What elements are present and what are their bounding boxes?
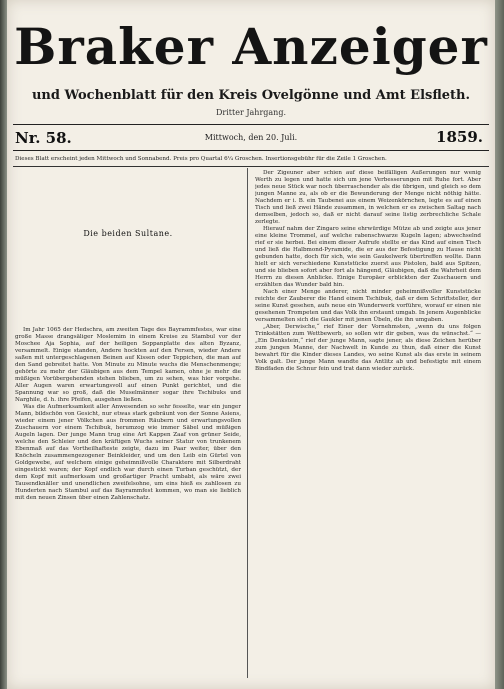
article-column-left	[15, 170, 241, 675]
header-rule-top	[13, 124, 489, 125]
article-paragraph: Im Jahr 1065 der Hedschra, am zweiten Tage des Bayrammfestes, war eine große Masse drangsäliger Moslemim in einem Kreise zu Stambul vor der Moschee Aja Sophia, auf der heiligen Soppanplatte des alten Byzanz, versammelt. Einige standen, Andere hockten auf den Fersen, wieder Andere saßen mit untergeschlagenen Beinen auf Kissen oder Teppichen, die man auf den Sand gebreitet hatte. Von Minute zu Minute wuchs die Menschenmenge; gehörte zu mehr der Gläubigen aus dem Tempel kamen, ohne je mehr die müßigen Vorübergehenden stehen blieben, um zu sehen, was hier vorgehe. Aller Augen waren erwartungsvoll auf einen Punkt gerichtet, und die Spannung war so groß, daß die Muselmänner sogar ihre Tschibuks und Narghile, d. h. ihre Pfeifen, ausgehen ließen.	[15, 327, 241, 403]
masthead-subtitle: und Wochenblatt für den Kreis Ovelgönne und Amt Elsfleth.	[31, 88, 471, 103]
column-divider	[247, 168, 248, 678]
article-title: Die beiden Sultane.	[83, 229, 173, 238]
issue-number: Nr. 58.	[15, 129, 72, 147]
edition-label: Dritter Jahrgang.	[216, 108, 286, 117]
notice-rule	[13, 166, 489, 167]
scan-edge-left	[0, 0, 7, 689]
article-paragraph: Hierauf nahm der Zingaro seine ehrwürdige Mütze ab und zeigte aus jener eine kleine Trommel, auf welche rabenschwarze Kugeln lagen; abwechselnd rief er sie herbei. Bei einem dieser Aufrufe stellte er das Kind auf einen Tisch und ließ die Halbmond-Pyramide, die er aus der Befestigung zu Hause nicht gebunden hatte, doch für sich, wie sein Gaukelwerk übertreffen wollte. Dann hielt er sich verschiedene Kunststücke zuerst aus Pistolen, bald aus Spitzen, und sie blieben sofort aber fort als hängend, Gläubigen, daß die Wahrheit dem Herrn zu diesen Anblicke. Einige Europäer erblickten der Zuschauern und erzählten das Wunder bald hin.	[255, 226, 481, 288]
article-column-right	[255, 170, 481, 675]
article-paragraph: Nach einer Menge anderer, nicht minder geheimnißvoller Kunststücke reichte der Zauberer die Hand einem Tschibuk, daß er dem Schriftsteller, der seine Kunst gesehen, aufs neue ein Wunderwerk vorführe, worauf er einen nie gesehenen Trompeten und das Volk ihn erstaunt umgab. In jenem Augenblicke versammelten sich die Gaukler mit jenen Übeln, die ihn umgaben.	[255, 289, 481, 323]
issue-date: Mittwoch, den 20. Juli.	[204, 133, 298, 142]
header-rule-bottom	[13, 150, 489, 151]
masthead-title: Braker Anzeiger	[14, 17, 488, 76]
scan-edge-right	[495, 0, 504, 689]
article-paragraph: Der Zigeuner aber schien auf diese beifälligen Äußerungen nur wenig Werth zu legen und hatte sich um jene Verbesserungen mit Ruhe fort. Aber jedes neue Stück war noch überraschender als die übrigen, und gleich so dem jungen Manne zu, als ob er die Bewunderung der Menge nicht nöthig hätte. Nachdem er i. B. ein Taubenei aus einem Weizenkörnchen, legte es auf einen Tisch und ließ zwei Hände zusammen, in welchen er es zwischen Saltag nach demselben, jedoch so, daß er nicht darauf seine listig zerbrechliche Schale zerlegte.	[255, 170, 481, 225]
newspaper-page	[7, 0, 495, 689]
article-paragraph: Was die Aufmerksamkeit aller Anwesenden so sehr fesselte, war ein junger Mann, bildschön von Gesicht, nur etwas stark gebräunt von der Sonne Asiens, wieder einem jener Völkchen aus frommen Räubern und erwartungsvollen Zuschauern vor einem Tschibuk, herumzog wie immer Säbel und müßigen Augeln lagen. Der junge Mann trug eine Art Kappen Zaaf von grüner Seide, welche den Schleier und den kräftigen Wuchs seiner Statur von trunkenem Ebenmaß auf das Vortheilhafteste zeigte, dazu im Paar weiter, über den Knöcheln zusammengezogener Beinkleider, und um den Leib ein Gürtel von Goldgewebe, auf welchem einige geheimnißvolle Charaktere mit Silberdraht eingestickt waren; der Kopf endlich war durch einen Turban geschützt, der dem Kopf mit aufmerksam und großartiger Pracht umbabt, als wäre zwei Tausendknäller und unendlichen zweifelsohne, um eins hieß es zahllosen zu Hunderten nach Stambul auf das Bayrammfest kommen, wo man sie lieblich mit den neuen Zinsen über einen Zahlenschatz.	[15, 404, 241, 501]
issue-year: 1859.	[436, 128, 483, 146]
publication-notice: Dieses Blatt erscheint jeden Mittwoch und Sonnabend. Preis pro Quartal 6¼ Groschen. Insertionsgebühr für die Zeile 1 Groschen.	[15, 156, 387, 162]
article-paragraph: „Aber, Derwische,“ rief Einer der Vornehmsten, „wenn du uns folgen Trinkstätten zum Wettbewerb, so sollen wir dir geben, was du wünschst.“ — „Ein Denkstein,“ rief der junge Mann, sagte jener, als diese Zeichen herüber zum jungen Manne, der Nachwelt in Kunde zu thun, daß einer die Kunst bewahrt für die Kinder dieses Landes, wo seine Kunst als das erste in seinem Volk galt. Der junge Mann wandte das Antlitz ab und befestigte mit einem Bindfaden die Schnur fein und trat dann wieder zurück.	[255, 324, 481, 372]
